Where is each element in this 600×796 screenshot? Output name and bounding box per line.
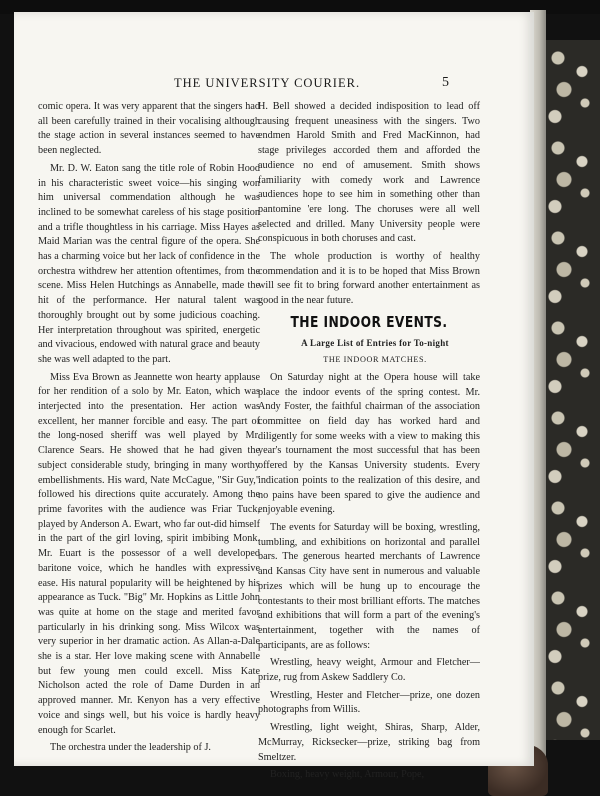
marbled-endpaper [540,40,600,740]
paragraph: The whole production is worthy of healthy commendation and it is to be hoped that Miss Brown will see fit to bring forward another entertainment as good in the near future. [258,251,480,307]
paragraph: The events for Saturday will be boxing, wrestling, tumbling, and exhibitions on horizontal and parallel bars. The generous hearted merchants of Lawrence and Kansas City have sent in numerous and valuable prizes which will be hung up to encourage the contestants to their most brilliant efforts. The matches and exhibitions that will form a part of the evening's entertainment, together with the names of participants, are as follows: [258,521,480,651]
paragraph: Boxing, heavy weight, Armour, Pope, [270,769,425,781]
page-header [14,76,514,96]
paragraph: The orchestra under the leadership of J. [50,742,211,754]
left-column [38,100,260,759]
subheading-secondary: THE INDOOR MATCHES. [323,355,427,365]
paragraph: Wrestling, light weight, Shiras, Sharp, Alder, McMurray, Ricksecker—prize, striking bag from Smeltzer. [258,722,480,763]
paragraph: Mr. D. W. Eaton sang the title role of Robin Hood in his characteristic sweet voice—his singing won him universal commendation although he was inclined to be somewhat careless of his stage position and a trifle thoughtless in his carriage. Miss Hayes as Maid Marian was the central figure of the opera. She has a charming voice but her lack of confidence in the orchestra withdrew her attention oftentimes, from the scene. Miss Helen Hutchings as Annabelle, made the hit of the performance. Her natural talent was thoroughly brought out by some judicious coaching. Her interpretation throughout was spirited, energetic and vivacious, endowed with natural grace and beauty she was well adapted to the part. [38,162,260,365]
paragraph: H. Bell showed a decided indisposition to lead off causing frequent uneasiness with the singers. Two endmen Harold Smith and Fred MacKinnon, had stage privileges accorded them and afforded the audience no end of amusement. Smith shows familiarity with comedy work and Lawrence audiences hope to see him in something other than pantomine 'ere long. The choruses were all well selected and drilled. Many University people were conspicuous in both choruses and cast. [258,101,480,245]
paragraph: Wrestling, heavy weight, Armour and Fletcher—prize, rug from Askew Saddlery Co. [258,657,480,684]
paragraph: comic opera. It was very apparent that the singers had all been carefully trained in their vocalising although the stage action in several instances seemed to have been neglected. [38,101,260,157]
paragraph: Miss Eva Brown as Jeannette won hearty applause for her rendition of a solo by Mr. Eaton, which was interjected into the presentation. Her action was excellent, her manner forcible and easy. The part of the long-nosed sheriff was well played by Mr. Clarence Sears. He showed that he had given the subject considerable study, bringing in many worthy embellishments. His ward, Nate McCague, "Sir Guy," followed his directions quite accurately. Among the prime favorites with the audience was Friar Tuck, played by Anderson A. Ewart, who far out-did himself in the part of the girl loving, spirit imbibing Monk. Mr. Euart is the possessor of a well developed baritone voice, which he handles with expressive ease. His natural popularity will be heightened by his appearance as Tuck. "Big" Mr. Hopkins as Little John was quite at home on the stage and merited favor particularly in his drinking song. Miss Wilcox was very superior in her dramatic action. As Allan-a-Dale she is a star. Her love making scene with Annabelle but few young men could excell. Miss Kate Nicholson acted the role of Dame Durden in an approved manner. Mr. Kenyon has a very effective voice and sings well, but his voice is hardly heavy enough for Scarlet. [38,371,260,736]
book-page [14,12,534,781]
paragraph: Wrestling, Hester and Fletcher—prize, one dozen photographs from Willis. [258,689,480,716]
page-number: 5 [442,75,449,90]
running-title: THE UNIVERSITY COURIER. [174,76,361,90]
right-column [258,100,480,786]
subheading: A Large List of Entries for To-night [301,337,449,348]
section-title: THE INDOOR EVENTS. [290,312,448,331]
paragraph: On Saturday night at the Opera house will take place the indoor events of the spring contest. Mr. Andy Foster, the faithful chairman of the association committee on field day has worked hard and diligently for some weeks with a view to making this year's tournament the most successful that has been offered by the Kansas University students. Every indication points to the realization of this desire, and no pains have been spared to give the audience and enjoyable evening. [258,371,480,516]
